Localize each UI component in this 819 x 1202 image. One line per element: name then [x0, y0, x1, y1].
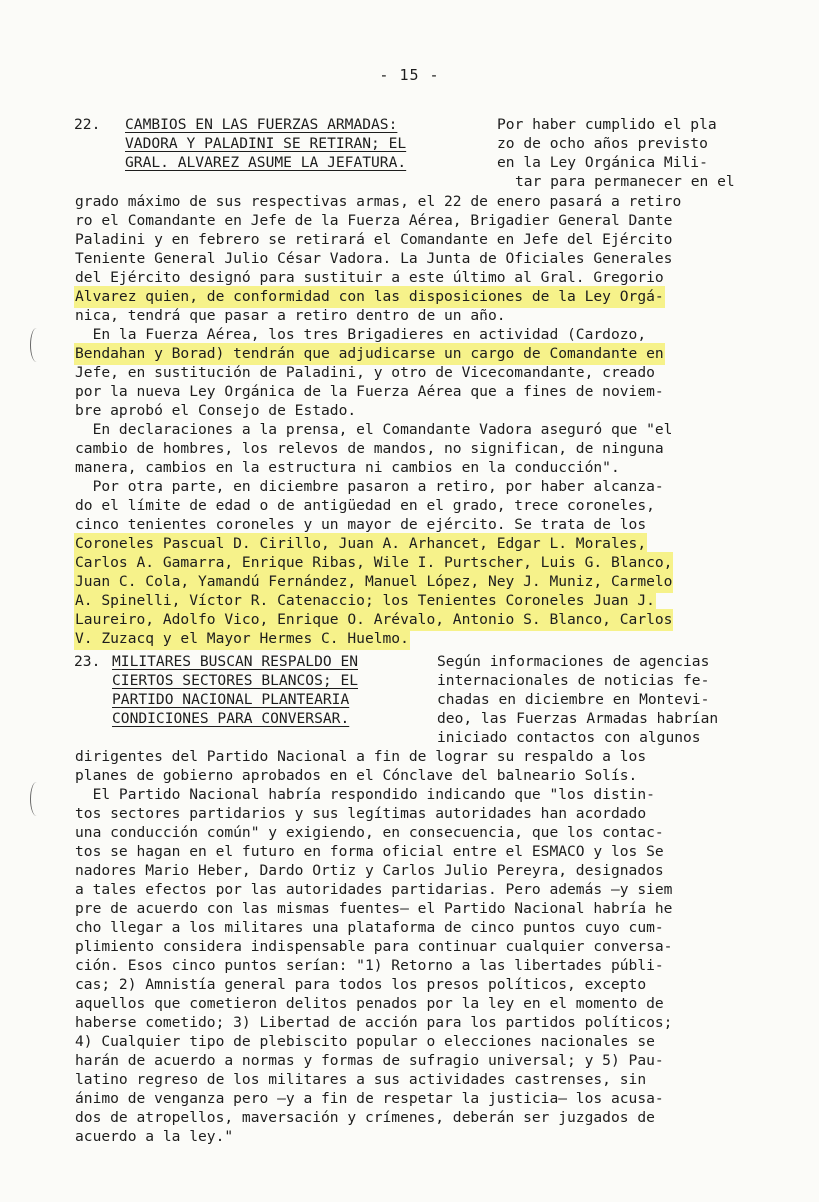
side-text-line: iniciado contactos con algunos [437, 729, 701, 746]
margin-bracket-mark [30, 782, 43, 816]
body-line: ánimo de venganza pero —y a fin de respetar la justicia— los acusa- [75, 1090, 664, 1107]
item-headline-line: CONDICIONES PARA CONVERSAR. [112, 710, 350, 727]
body-line: cas; 2) Amnistía general para todos los presos políticos, excepto [75, 976, 647, 993]
body-line: por la nueva Ley Orgánica de la Fuerza Aérea que a fines de noviem- [75, 383, 664, 400]
body-line: planes de gobierno aprobados en el Cónclave del balneario Solís. [75, 767, 638, 784]
body-line: Paladini y en febrero se retirará el Comandante en Jefe del Ejército [75, 231, 673, 248]
body-line: En la Fuerza Aérea, los tres Brigadieres en actividad (Cardozo, [75, 326, 647, 343]
body-line: ción. Esos cinco puntos serían: "1) Retorno a las libertades públi- [75, 957, 664, 974]
body-line: plimiento considera indispensable para continuar cualquier conversa- [75, 938, 673, 955]
item-number: 23. [74, 653, 101, 670]
body-line: manera, cambios en la estructura ni cambios en la conducción". [75, 459, 620, 476]
body-line: ro el Comandante en Jefe de la Fuerza Aérea, Brigadier General Dante [75, 212, 673, 229]
body-line-highlighted: Juan C. Cola, Yamandú Fernández, Manuel López, Ney J. Muniz, Carmelo [75, 573, 673, 590]
body-line: grado máximo de sus respectivas armas, el 22 de enero pasará a retiro [75, 193, 682, 210]
item-headline-line: GRAL. ALVAREZ ASUME LA JEFATURA. [125, 154, 407, 171]
body-line-highlighted: A. Spinelli, Víctor R. Catenaccio; los Tenientes Coroneles Juan J. [75, 592, 655, 609]
body-line: pre de acuerdo con las mismas fuentes— el Partido Nacional habría he [75, 900, 673, 917]
side-text-line: Por haber cumplido el pla [497, 116, 717, 133]
body-line: una conducción común" y exigiendo, en consecuencia, que los contac- [75, 824, 664, 841]
item-headline-line: CIERTOS SECTORES BLANCOS; EL [112, 672, 359, 689]
body-line: En declaraciones a la prensa, el Comandante Vadora aseguró que "el [75, 421, 673, 438]
item-number: 22. [74, 116, 101, 133]
body-line-highlighted: Carlos A. Gamarra, Enrique Ribas, Wile I. Purtscher, Luis G. Blanco, [75, 554, 673, 571]
side-text-line: tar para permanecer en el [515, 173, 735, 190]
body-line: dirigentes del Partido Nacional a fin de lograr su respaldo a los [75, 748, 647, 765]
body-line: nadores Mario Heber, Dardo Ortiz y Carlos Julio Pereyra, designados [75, 862, 664, 879]
body-line: cinco tenientes coroneles y un mayor de ejército. Se trata de los [75, 516, 647, 533]
body-line: latino regreso de los militares a sus actividades castrenses, sin [75, 1071, 647, 1088]
body-line: harán de acuerdo a normas y formas de sufragio universal; y 5) Pau- [75, 1052, 664, 1069]
side-text-line: chadas en diciembre en Montevi- [437, 691, 710, 708]
page-number: - 15 - [379, 66, 440, 84]
body-line: bre aprobó el Consejo de Estado. [75, 402, 357, 419]
item-headline-line: MILITARES BUSCAN RESPALDO EN [112, 653, 359, 670]
item-headline-line: VADORA Y PALADINI SE RETIRAN; EL [125, 135, 407, 152]
side-text-line: deo, las Fuerzas Armadas habrían [437, 710, 719, 727]
body-line: do el límite de edad o de antigüedad en el grado, trece coroneles, [75, 497, 655, 514]
body-line: El Partido Nacional habría respondido indicando que "los distin- [75, 786, 655, 803]
body-line-highlighted: Bendahan y Borad) tendrán que adjudicarse un cargo de Comandante en [75, 345, 664, 362]
side-text-line: zo de ocho años previsto [497, 135, 708, 152]
body-line: a tales efectos por las autoridades partidarias. Pero además —y siem [75, 881, 673, 898]
side-text-line: Según informaciones de agencias [437, 653, 710, 670]
body-line: nica, tendrá que pasar a retiro dentro de un año. [75, 307, 506, 324]
body-line: 4) Cualquier tipo de plebiscito popular o elecciones nacionales se [75, 1033, 655, 1050]
body-line: del Ejército designó para sustituir a este último al Gral. Gregorio [75, 269, 664, 286]
body-line-highlighted: Alvarez quien, de conformidad con las disposiciones de la Ley Orgá- [75, 288, 664, 305]
item-headline-line: CAMBIOS EN LAS FUERZAS ARMADAS: [125, 116, 398, 133]
side-text-line: internacionales de noticias fe- [437, 672, 710, 689]
body-line: Por otra parte, en diciembre pasaron a retiro, por haber alcanza- [75, 478, 664, 495]
body-line-highlighted: V. Zuzacq y el Mayor Hermes C. Huelmo. [75, 630, 409, 647]
body-line-highlighted: Coroneles Pascual D. Cirillo, Juan A. Arhancet, Edgar L. Morales, [75, 535, 647, 552]
body-line: aquellos que cometieron delitos penados por la ley en el momento de [75, 995, 664, 1012]
margin-bracket-mark [30, 328, 43, 362]
side-text-line: en la Ley Orgánica Mili- [497, 154, 708, 171]
body-line: cho llegar a los militares una plataforma de cinco puntos cuyo cum- [75, 919, 664, 936]
body-line: Teniente General Julio César Vadora. La Junta de Oficiales Generales [75, 250, 673, 267]
body-line: cambio de hombres, los relevos de mandos, no significan, de ninguna [75, 440, 664, 457]
body-line: Jefe, en sustitución de Paladini, y otro de Vicecomandante, creado [75, 364, 655, 381]
body-line: acuerdo a la ley." [75, 1128, 234, 1145]
body-line: dos de atropellos, maversación y crímenes, deberán ser juzgados de [75, 1109, 655, 1126]
body-line: tos sectores partidarios y sus legítimas autoridades han acordado [75, 805, 647, 822]
body-line: tos se hagan en el futuro en forma oficial entre el ESMACO y los Se [75, 843, 664, 860]
body-line: haberse cometido; 3) Libertad de acción para los partidos políticos; [75, 1014, 673, 1031]
item-headline-line: PARTIDO NACIONAL PLANTEARIA [112, 691, 350, 708]
body-line-highlighted: Laureiro, Adolfo Vico, Enrique O. Arévalo, Antonio S. Blanco, Carlos [75, 611, 673, 628]
